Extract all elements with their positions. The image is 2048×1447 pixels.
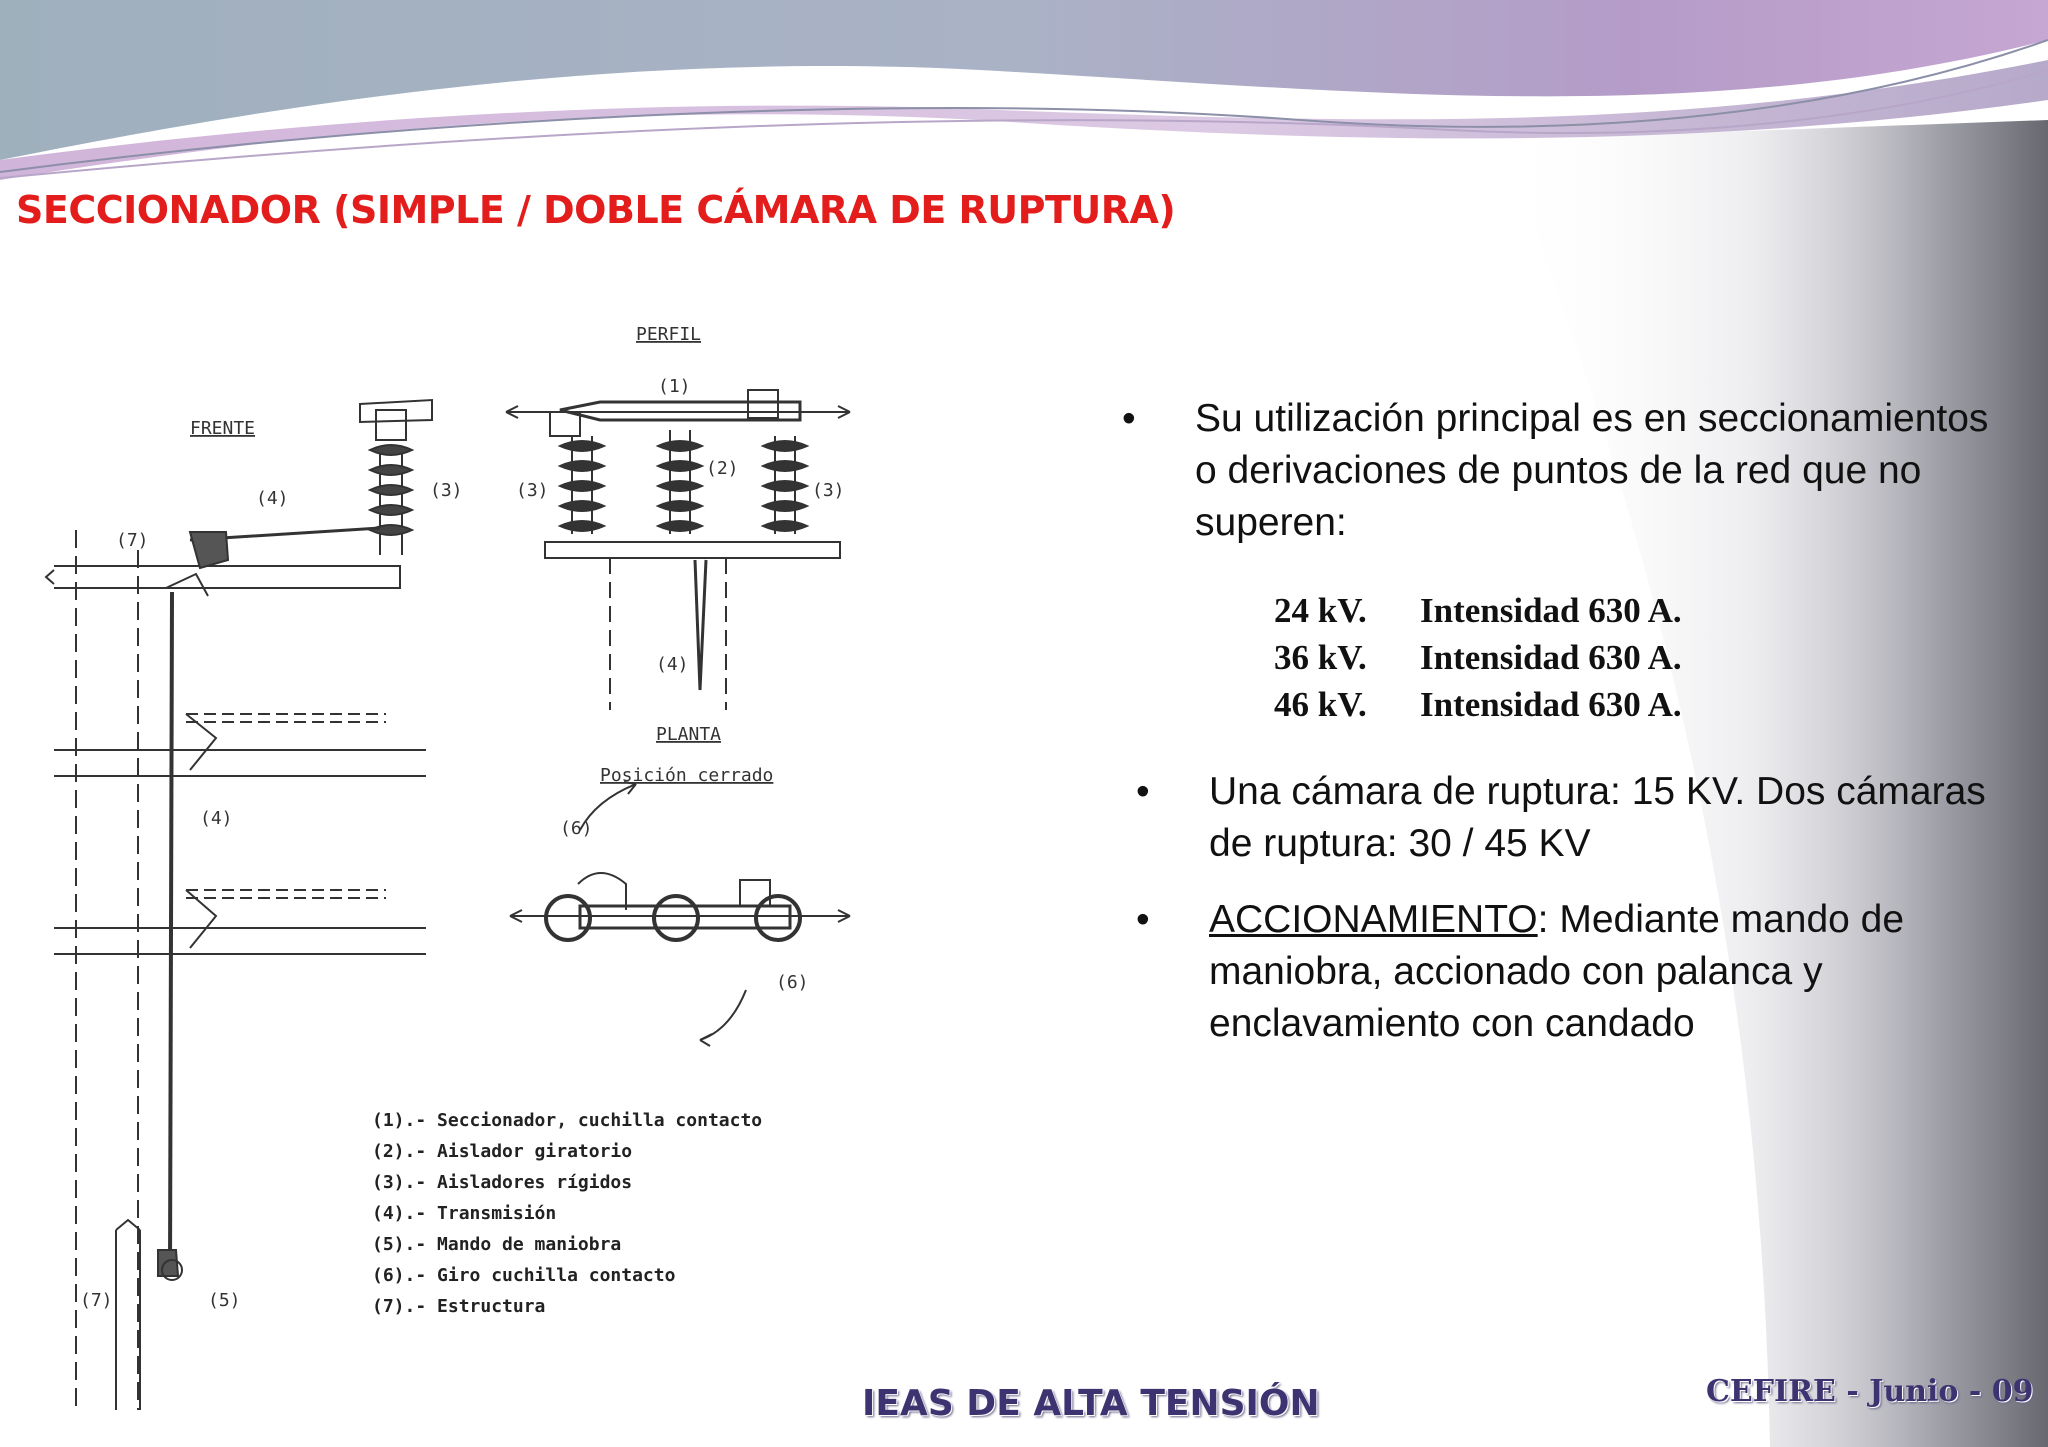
spec-current: Intensidad 630 A. bbox=[1420, 685, 1682, 724]
spec-current: Intensidad 630 A. bbox=[1420, 638, 1682, 677]
bullet-text-wrapper bbox=[1209, 894, 2010, 1050]
rotation-arrow-bottom bbox=[700, 990, 746, 1040]
footer-credit: CEFIRE - Junio - 09 bbox=[1706, 1374, 2034, 1409]
label-7-bottom: (7) bbox=[80, 1290, 113, 1311]
label-2: (2) bbox=[706, 458, 739, 479]
legend-item: (3).- Aisladores rígidos bbox=[372, 1172, 633, 1193]
cross-arm bbox=[54, 566, 400, 588]
profile-insulator-left bbox=[560, 436, 604, 534]
bullet-item bbox=[1124, 766, 2010, 870]
label-5: (5) bbox=[208, 1290, 241, 1311]
slide-title: SECCIONADOR (SIMPLE / DOBLE CÁMARA DE RUPTURA) bbox=[16, 188, 1176, 232]
spec-table bbox=[1274, 587, 2010, 728]
legend-item: (6).- Giro cuchilla contacto bbox=[372, 1265, 676, 1286]
cross-arm-middle bbox=[54, 750, 426, 776]
post-base bbox=[116, 1220, 140, 1410]
cross-arm-lower bbox=[54, 928, 426, 954]
plan-insulator-right bbox=[756, 896, 800, 940]
legend-item: (7).- Estructura bbox=[372, 1296, 546, 1317]
spec-voltage: 24 kV. bbox=[1274, 591, 1367, 630]
label-4-rod: (4) bbox=[200, 808, 233, 829]
transmission-rod bbox=[170, 592, 172, 1270]
legend-item: (5).- Mando de maniobra bbox=[372, 1234, 622, 1255]
spec-row bbox=[1274, 634, 2010, 681]
bullet-marker: • bbox=[1136, 770, 1150, 813]
spec-voltage: 36 kV. bbox=[1274, 638, 1367, 677]
label-3-left: (3) bbox=[516, 480, 549, 501]
label-posicion-cerrado: Posición cerrado bbox=[600, 765, 774, 786]
label-4-profile: (4) bbox=[656, 654, 689, 675]
label-frente: FRENTE bbox=[190, 418, 256, 439]
bullet-text: Su utilización principal es en seccionamientos o derivaciones de puntos de la red que no superen: bbox=[1195, 397, 1989, 544]
bullet-item bbox=[1110, 393, 2010, 549]
spec-current: Intensidad 630 A. bbox=[1420, 591, 1682, 630]
legend-item: (4).- Transmisión bbox=[372, 1203, 557, 1224]
bullet-text: : Mediante mando de maniobra, accionado con palanca y enclavamiento con candado bbox=[1209, 898, 1905, 1045]
profile-insulator-right bbox=[763, 436, 807, 534]
label-6-bottom: (6) bbox=[776, 972, 809, 993]
diagram-legend bbox=[372, 1105, 762, 1322]
label-3-front: (3) bbox=[430, 480, 463, 501]
spec-row bbox=[1274, 681, 2010, 728]
front-contact-head bbox=[376, 410, 406, 440]
label-6-top: (6) bbox=[560, 818, 593, 839]
label-3-right: (3) bbox=[812, 480, 845, 501]
bullet-list bbox=[1110, 393, 2010, 1050]
plan-insulator-center bbox=[654, 896, 698, 940]
label-perfil: PERFIL bbox=[636, 324, 702, 345]
footer-course-title: IEAS DE ALTA TENSIÓN bbox=[862, 1383, 1320, 1424]
legend-item: (1).- Seccionador, cuchilla contacto bbox=[372, 1110, 763, 1131]
bullet-text: Una cámara de ruptura: 15 KV. Dos cámaras de ruptura: 30 / 45 KV bbox=[1209, 770, 1986, 865]
spec-voltage: 46 kV. bbox=[1274, 685, 1367, 724]
plan-insulator-left bbox=[546, 896, 590, 940]
label-1: (1) bbox=[658, 376, 691, 397]
bullet-underlined-term: ACCIONAMIENTO bbox=[1209, 898, 1538, 941]
operating-handle bbox=[158, 1250, 178, 1276]
bullet-marker: • bbox=[1136, 898, 1150, 941]
label-4-front: (4) bbox=[256, 488, 289, 509]
label-planta: PLANTA bbox=[656, 724, 722, 745]
bullet-marker: • bbox=[1122, 397, 1136, 440]
bullet-item bbox=[1124, 894, 2010, 1050]
spec-row bbox=[1274, 587, 2010, 634]
profile-insulator-center bbox=[658, 430, 702, 534]
label-7-top: (7) bbox=[116, 530, 149, 551]
legend-item: (2).- Aislador giratorio bbox=[372, 1141, 633, 1162]
profile-base bbox=[545, 542, 840, 558]
